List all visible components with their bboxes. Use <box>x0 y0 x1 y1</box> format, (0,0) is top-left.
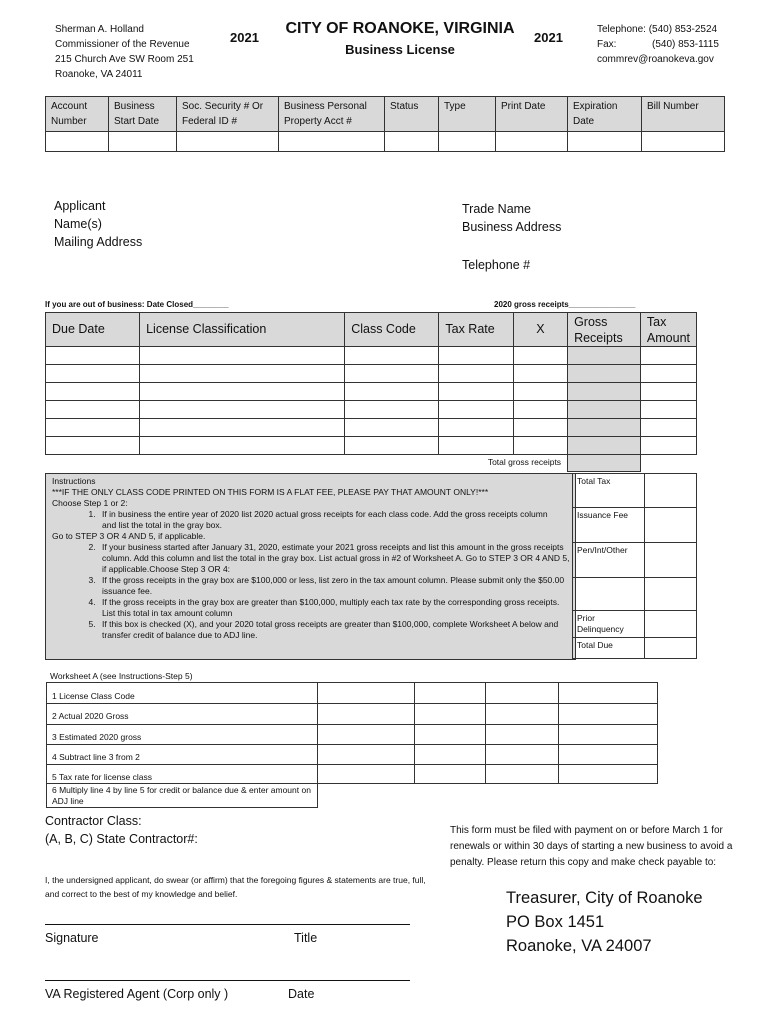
worksheet-cell[interactable] <box>318 683 415 704</box>
worksheet-row <box>47 745 658 765</box>
telephone-value: (540) 853-2524 <box>648 24 718 35</box>
class-code-cell[interactable] <box>345 401 439 419</box>
tax-amount-cell[interactable] <box>640 365 696 383</box>
header-bill-number: Bill Number <box>642 97 725 132</box>
worksheet-row <box>47 683 658 704</box>
license-table <box>45 312 697 472</box>
account-row <box>46 132 725 152</box>
fax-value: (540) 853-1115 <box>652 39 719 50</box>
date-label: Date <box>288 987 315 1001</box>
header-due-date: Due Date <box>46 313 140 347</box>
adj-cell[interactable] <box>645 578 697 611</box>
instruction-step-4: 4. If the gross receipts in the gray box are greater than $100,000, multiply each tax rate by the corresponding gross receipts. List this total in tax amount column <box>98 597 571 619</box>
classification-cell[interactable] <box>140 401 345 419</box>
year-left: 2021 <box>230 30 259 45</box>
agent-line[interactable] <box>45 980 410 981</box>
worksheet-cell[interactable] <box>486 745 559 765</box>
due-date-cell[interactable] <box>46 347 140 365</box>
worksheet-label: 1 License Class Code <box>47 683 318 704</box>
tax-rate-cell[interactable] <box>439 437 513 455</box>
worksheet-row <box>47 704 658 725</box>
worksheet-cell[interactable] <box>415 683 486 704</box>
gross-receipts-cell[interactable] <box>568 401 641 419</box>
gross-receipts-note: 2020 gross receipts_______________ <box>494 300 636 309</box>
prior-delinquency-label: Prior Delinquency <box>573 611 645 638</box>
bpp-cell[interactable] <box>279 132 385 152</box>
worksheet-table <box>46 682 658 808</box>
status-cell[interactable] <box>385 132 439 152</box>
worksheet-cell[interactable] <box>415 765 486 784</box>
classification-cell[interactable] <box>140 347 345 365</box>
signature-label: Signature <box>45 931 99 945</box>
total-due-label: Total Due <box>573 638 645 659</box>
header-x: X <box>513 313 567 347</box>
license-row <box>46 347 697 365</box>
classification-cell[interactable] <box>140 437 345 455</box>
instruction-step-2: 2. If your business started after January 31, 2020, estimate your 2021 gross receipts and list this amount in the gross receipts column. Add this column and list the total in the gray box. List actual gross in #2 of Worksheet A. Go to STEP 3 OR 4 AND 5, if applicable.Choose Step 3 OR 4: <box>98 542 571 575</box>
business-address-label: Business Address <box>462 220 562 234</box>
classification-cell[interactable] <box>140 383 345 401</box>
worksheet-cell[interactable] <box>318 745 415 765</box>
payee-line-2: PO Box 1451 <box>506 913 605 931</box>
worksheet-cell[interactable] <box>486 765 559 784</box>
telephone-label: Telephone: <box>597 24 646 35</box>
signature-line[interactable] <box>45 924 410 925</box>
license-row <box>46 365 697 383</box>
header-gross-receipts: Gross Receipts <box>568 313 641 347</box>
class-code-cell[interactable] <box>345 365 439 383</box>
print-date-cell[interactable] <box>496 132 568 152</box>
gross-receipts-cell[interactable] <box>568 437 641 455</box>
x-cell[interactable] <box>513 383 567 401</box>
type-cell[interactable] <box>439 132 496 152</box>
applicant-block <box>54 197 142 251</box>
account-table <box>45 96 725 152</box>
commissioner-address <box>55 22 194 82</box>
tax-rate-cell[interactable] <box>439 347 513 365</box>
header-business-start-date: Business Start Date <box>109 97 177 132</box>
worksheet-cell[interactable] <box>415 704 486 725</box>
worksheet-label: 2 Actual 2020 Gross <box>47 704 318 725</box>
total-tax-cell[interactable] <box>645 474 697 508</box>
due-date-cell[interactable] <box>46 383 140 401</box>
tax-amount-cell[interactable] <box>640 437 696 455</box>
total-gross-row <box>46 455 697 472</box>
tax-amount-cell[interactable] <box>640 347 696 365</box>
instructions-title: Instructions <box>52 476 96 486</box>
x-cell[interactable] <box>513 365 567 383</box>
commissioner-name: Sherman A. Holland <box>55 24 144 35</box>
contact-info <box>597 22 719 67</box>
contractor-class-label: Contractor Class: <box>45 814 142 828</box>
license-row <box>46 419 697 437</box>
choose-step-note: Choose Step 1 or 2: <box>52 498 128 508</box>
due-date-cell[interactable] <box>46 437 140 455</box>
worksheet-label: 6 Multiply line 4 by line 5 for credit or balance due & enter amount on ADJ line <box>47 784 318 808</box>
worksheet-cell[interactable] <box>486 725 559 745</box>
worksheet-label: 4 Subtract line 3 from 2 <box>47 745 318 765</box>
due-date-cell[interactable] <box>46 365 140 383</box>
page-subtitle: Business License <box>345 42 455 57</box>
payee-line-1: Treasurer, City of Roanoke <box>506 889 703 907</box>
tax-rate-cell[interactable] <box>439 401 513 419</box>
instruction-step-3: 3. If the gross receipts in the gray box are $100,000 or less, list zero in the tax amount column. Please submit only the $50.00 issuance fee. <box>98 575 571 597</box>
telephone-field-label: Telephone # <box>462 258 531 272</box>
bill-number-cell[interactable] <box>642 132 725 152</box>
commissioner-title: Commissioner of the Revenue <box>55 39 190 50</box>
out-of-business-note: If you are out of business: Date Closed________ <box>45 300 229 309</box>
commissioner-street: 215 Church Ave SW Room 251 <box>55 54 194 65</box>
payee-address <box>506 886 703 958</box>
tax-rate-cell[interactable] <box>439 383 513 401</box>
worksheet-cell[interactable] <box>559 725 658 745</box>
expiration-cell[interactable] <box>568 132 642 152</box>
tax-amount-cell[interactable] <box>640 383 696 401</box>
worksheet-cell[interactable] <box>559 745 658 765</box>
class-code-cell[interactable] <box>345 383 439 401</box>
worksheet-title: Worksheet A (see Instructions-Step 5) <box>50 671 193 681</box>
instruction-step-5: 5. If this box is checked (X), and your 2020 total gross receipts are greater than $100,000, complete Worksheet A below and transfer credit of balance due to ADJ line. <box>98 619 571 641</box>
start-date-cell[interactable] <box>109 132 177 152</box>
header-class-code: Class Code <box>345 313 439 347</box>
worksheet-row <box>47 765 658 784</box>
title-label: Title <box>294 931 318 945</box>
worksheet-label: 3 Estimated 2020 gross <box>47 725 318 745</box>
x-cell[interactable] <box>513 347 567 365</box>
header-tax-amount: Tax Amount <box>640 313 696 347</box>
total-tax-label: Total Tax <box>573 474 645 508</box>
header-ssn-fein: Soc. Security # Or Federal ID # <box>177 97 279 132</box>
class-code-cell[interactable] <box>345 347 439 365</box>
gross-receipts-cell[interactable] <box>568 347 641 365</box>
gross-receipts-cell[interactable] <box>568 383 641 401</box>
header-print-date: Print Date <box>496 97 568 132</box>
tax-amount-cell[interactable] <box>640 401 696 419</box>
flat-fee-note: ***IF THE ONLY CLASS CODE PRINTED ON THIS FORM IS A FLAT FEE, PLEASE PAY THAT AMOUNT ONLY!*** <box>52 487 489 497</box>
worksheet-cell[interactable] <box>415 725 486 745</box>
year-right: 2021 <box>534 30 563 45</box>
tax-amount-cell[interactable] <box>640 419 696 437</box>
worksheet-cell[interactable] <box>318 725 415 745</box>
worksheet-cell[interactable] <box>486 683 559 704</box>
instructions-box <box>45 473 576 660</box>
registered-agent-label: VA Registered Agent (Corp only ) <box>45 987 229 1001</box>
header-bpp-account: Business Personal Property Acct # <box>279 97 385 132</box>
license-row <box>46 383 697 401</box>
worksheet-cell[interactable] <box>415 745 486 765</box>
total-gross-label: Total gross receipts <box>487 457 562 467</box>
gross-receipts-cell[interactable] <box>568 419 641 437</box>
instruction-step-1: 1. If in business the entire year of 2020 list 2020 actual gross receipts for each class code. Add the gross receipts column and list the total in the gray box. <box>98 509 551 531</box>
fax-label: Fax: <box>597 39 617 50</box>
issuance-fee-cell[interactable] <box>645 508 697 543</box>
business-block <box>462 200 561 274</box>
classification-cell[interactable] <box>140 365 345 383</box>
ssn-cell[interactable] <box>177 132 279 152</box>
header-account-number: Account Number <box>46 97 109 132</box>
applicant-label: Applicant <box>54 199 106 213</box>
class-code-cell[interactable] <box>345 419 439 437</box>
worksheet-cell[interactable] <box>318 765 415 784</box>
page-title: CITY OF ROANOKE, VIRGINIA <box>285 20 515 37</box>
tax-rate-cell[interactable] <box>439 419 513 437</box>
classification-cell[interactable] <box>140 419 345 437</box>
email-link[interactable]: commrev@roanokeva.gov <box>597 54 714 65</box>
worksheet-row <box>47 784 658 808</box>
header-expiration-date: Expiration Date <box>568 97 642 132</box>
total-due-cell[interactable] <box>645 638 697 659</box>
contractor-block <box>45 812 198 848</box>
state-contractor-label: (A, B, C) State Contractor#: <box>45 832 198 846</box>
worksheet-cell[interactable] <box>559 683 658 704</box>
header-license-classification: License Classification <box>140 313 345 347</box>
commissioner-city: Roanoke, VA 24011 <box>55 69 143 80</box>
worksheet-label: 5 Tax rate for license class <box>47 765 318 784</box>
totals-table <box>572 473 697 659</box>
header-status: Status <box>385 97 439 132</box>
license-row <box>46 401 697 419</box>
license-row <box>46 437 697 455</box>
filing-note: This form must be filed with payment on or before March 1 for renewals or within 30 days of starting a new business to avoid a penalty. Please return this copy and make check payable to: <box>450 825 733 868</box>
goto-step-note: Go to STEP 3 OR 4 AND 5, if applicable. <box>52 531 206 541</box>
worksheet-cell[interactable] <box>559 765 658 784</box>
worksheet-row <box>47 725 658 745</box>
header-tax-rate: Tax Rate <box>439 313 513 347</box>
payee-line-3: Roanoke, VA 24007 <box>506 937 652 955</box>
total-gross-cell[interactable] <box>568 455 641 472</box>
x-cell[interactable] <box>513 401 567 419</box>
tax-rate-cell[interactable] <box>439 365 513 383</box>
gross-receipts-cell[interactable] <box>568 365 641 383</box>
due-date-cell[interactable] <box>46 401 140 419</box>
mailing-address-label: Mailing Address <box>54 235 143 249</box>
account-number-cell[interactable] <box>46 132 109 152</box>
class-code-cell[interactable] <box>345 437 439 455</box>
header-type: Type <box>439 97 496 132</box>
due-date-cell[interactable] <box>46 419 140 437</box>
affirmation-text: I, the undersigned applicant, do swear (or affirm) that the foregoing figures & statements are true, full, and correct to the best of my knowledge and belief. <box>45 875 426 899</box>
worksheet-cell[interactable] <box>559 704 658 725</box>
pen-int-label: Pen/Int/Other <box>573 543 645 578</box>
worksheet-cell[interactable] <box>486 704 559 725</box>
pen-int-cell[interactable] <box>645 543 697 578</box>
x-cell[interactable] <box>513 419 567 437</box>
prior-delinquency-cell[interactable] <box>645 611 697 638</box>
x-cell[interactable] <box>513 437 567 455</box>
issuance-fee-label: Issuance Fee <box>573 508 645 543</box>
names-label: Name(s) <box>54 217 102 231</box>
trade-name-label: Trade Name <box>462 202 532 216</box>
worksheet-cell[interactable] <box>318 704 415 725</box>
